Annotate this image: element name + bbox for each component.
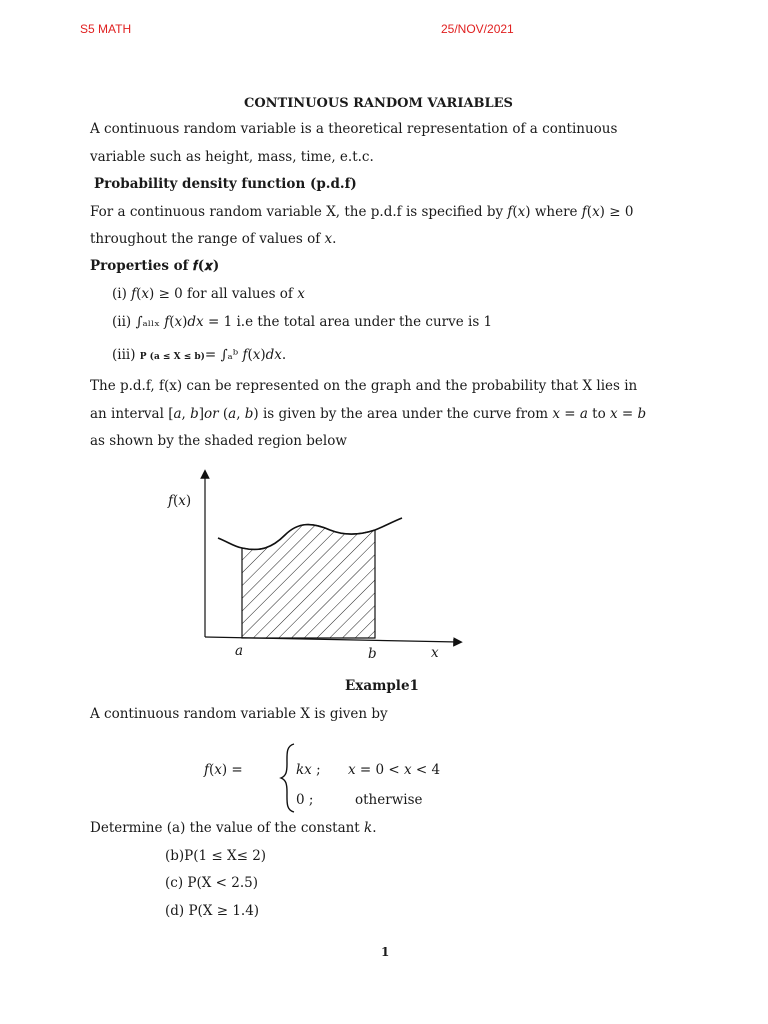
graph-text-line-3: as shown by the shaded region below bbox=[90, 433, 347, 449]
example-intro: A continuous random variable X is given by bbox=[90, 706, 388, 722]
property-3-prob: P (a ≤ X ≤ b) bbox=[139, 352, 205, 362]
graph-text-line-2: an interval [𝑎, 𝑏]𝑜𝑟 (𝑎, 𝑏) is given by the area under the curve from 𝑥 = 𝑎 to 𝑥 = 𝑏 bbox=[90, 406, 647, 422]
case-1-expr: 𝑘𝑥 ; bbox=[296, 762, 321, 778]
case-2-cond: otherwise bbox=[355, 792, 423, 808]
x-axis-label: 𝑥 bbox=[431, 645, 439, 661]
pdf-heading: Probability density function (p.d.f) bbox=[94, 176, 357, 192]
header-subject: S5 MATH bbox=[80, 22, 132, 36]
y-axis-label: 𝑓(𝑥) bbox=[168, 493, 192, 509]
b-label: 𝑏 bbox=[368, 646, 377, 662]
question-c: (c) P(X < 2.5) bbox=[165, 875, 258, 891]
property-2-suffix: i.e the total area under the curve is 1 bbox=[232, 314, 493, 330]
intro-line-1: A continuous random variable is a theoretical representation of a continuous bbox=[90, 121, 618, 137]
properties-heading: Properties of 𝒇(𝒙) bbox=[90, 258, 220, 274]
example-heading: Example1 bbox=[345, 678, 419, 694]
question-a: Determine (a) the value of the constant 𝑘. bbox=[90, 820, 377, 836]
property-3-prefix: (iii) bbox=[112, 347, 140, 363]
case-2-expr: 0 ; bbox=[296, 792, 314, 808]
shaded-area bbox=[242, 525, 375, 638]
property-1: (i) 𝑓(𝑥) ≥ 0 for all values of 𝑥 bbox=[112, 286, 305, 302]
property-3-rest: = ∫ₐᵇ 𝑓(𝑥)𝑑𝑥. bbox=[204, 347, 287, 363]
case-1-cond: 𝑥 = 0 < 𝑥 < 4 bbox=[348, 762, 441, 778]
question-b: (b)P(1 ≤ X≤ 2) bbox=[165, 848, 267, 864]
property-2-prefix: (ii) bbox=[112, 314, 136, 330]
property-2-math: ∫ₐₗₗₓ 𝑓(𝑥)𝑑𝑥 = 1 bbox=[135, 314, 233, 330]
question-d: (d) P(X ≥ 1.4) bbox=[165, 903, 260, 919]
page-number: 1 bbox=[381, 945, 390, 959]
graph-text-line-1: The p.d.f, f(x) can be represented on the graph and the probability that X lies in bbox=[90, 378, 638, 394]
page-title: CONTINUOUS RANDOM VARIABLES bbox=[244, 96, 513, 111]
intro-line-2: variable such as height, mass, time, e.t.c. bbox=[90, 149, 374, 165]
piecewise-fx: 𝑓(𝑥) = bbox=[204, 762, 243, 778]
pdf-text-line-2: throughout the range of values of 𝑥. bbox=[90, 231, 337, 247]
header-date: 25/NOV/2021 bbox=[441, 22, 514, 36]
piecewise-brace bbox=[278, 742, 298, 814]
pdf-text-line-1: For a continuous random variable X, the p.d.f is specified by 𝑓(𝑥) where 𝑓(𝑥) ≥ 0 bbox=[90, 204, 634, 220]
a-label: 𝑎 bbox=[235, 643, 244, 659]
